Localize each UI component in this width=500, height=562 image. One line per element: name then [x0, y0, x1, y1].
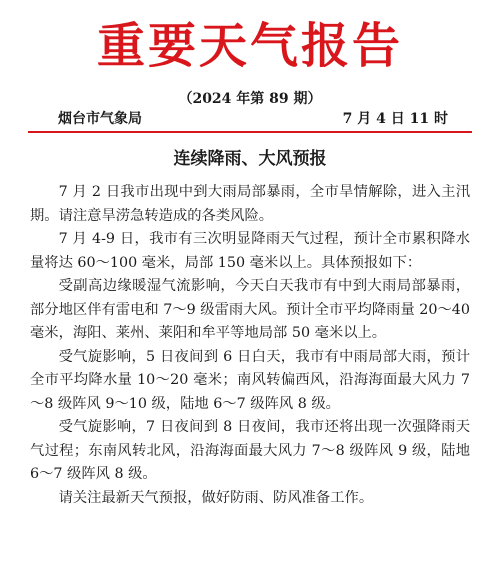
paragraph: 受副高边缘暖湿气流影响，今天白天我市有中到大雨局部暴雨，部分地区伴有雷电和 7～9 级雷雨大风。预计全市平均降雨量 20～40 毫米，海阳、莱州、莱阳和牟平等地局部 50 毫米以上。 — [30, 278, 470, 341]
issue-datetime: 7 月 4 日 11 时 — [342, 111, 448, 127]
report-headline: 连续降雨、大风预报 — [173, 149, 327, 169]
report-body — [30, 181, 470, 510]
red-divider — [28, 131, 472, 133]
report-meta — [58, 110, 448, 128]
paragraph: 请关注最新天气预报，做好防雨、防风准备工作。 — [58, 489, 374, 506]
report-masthead: 重要天气报告 — [96, 18, 403, 74]
paragraph: 7 月 2 日我市出现中到大雨局部暴雨，全市旱情解除，进入主汛期。请注意旱涝急转造成的各类风险。 — [30, 184, 470, 224]
paragraph: 受气旋影响，7 日夜间到 8 日夜间，我市还将出现一次强降雨天气过程；东南风转北风，沿海海面最大风力 7～8 级阵风 9 级，陆地 6～7 级阵风 8 级。 — [30, 419, 470, 482]
issue-number: （2024 年第 89 期） — [178, 91, 322, 107]
paragraph: 7 月 4-9 日，我市有三次明显降雨天气过程，预计全市累积降水量将达 60～100 毫米，局部 150 毫米以上。具体预报如下： — [30, 231, 470, 271]
issuer: 烟台市气象局 — [58, 111, 142, 127]
paragraph: 受气旋影响，5 日夜间到 6 日白天，我市有中雨局部大雨，预计全市平均降水量 10～20 毫米；南风转偏西风，沿海海面最大风力 7～8 级阵风 9～10 级，陆地 6～7 级阵风 8 级。 — [30, 348, 470, 412]
